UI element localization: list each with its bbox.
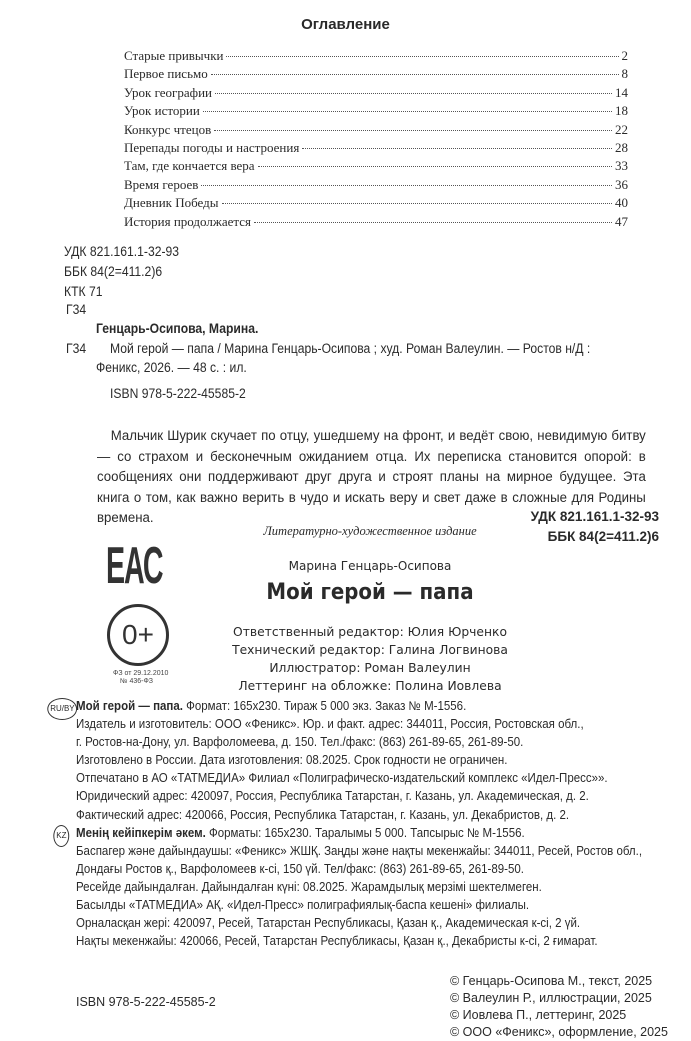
edition-type: Литературно-художественное издание <box>263 524 477 538</box>
age-rating-badge: 0+ <box>107 604 169 666</box>
ru-imprint-line: Отпечатано в АО «ТАТМЕДИА» Филиал «Полиграфическо-издательский комплекс «Идел-Пресс»». <box>76 771 608 786</box>
leader-dots <box>302 148 612 149</box>
toc-item-label: Первое письмо <box>124 66 208 82</box>
kz-badge: KZ <box>53 825 69 847</box>
credit-illustrator: Иллюстратор: Роман Валеулин <box>269 661 471 675</box>
toc-item-page: 8 <box>621 66 628 82</box>
toc-item-label: История продолжается <box>124 213 251 229</box>
leader-dots <box>203 111 612 112</box>
toc-item-label: Урок географии <box>124 84 212 100</box>
toc-item-page: 18 <box>615 103 628 119</box>
toc-item-page: 22 <box>615 121 628 137</box>
ru-by-badge: RU/BY <box>47 698 77 720</box>
toc-item <box>124 195 628 213</box>
footer-isbn: ISBN 978-5-222-45585-2 <box>76 995 216 1009</box>
toc-item-label: Время героев <box>124 176 199 192</box>
toc-item-label: Урок истории <box>124 103 200 119</box>
leader-dots <box>214 130 612 131</box>
leader-dots <box>254 222 612 223</box>
author-mark-2: Г34 <box>66 341 87 356</box>
toc-item <box>124 103 628 121</box>
table-of-contents <box>124 48 628 232</box>
leader-dots <box>211 74 619 75</box>
toc-item-page: 14 <box>615 84 628 100</box>
toc-item-label: Старые привычки <box>124 48 224 63</box>
kz-imprint-line: Нақты мекенжайы: 420066, Ресей, Татарстан Республикасы, Қазан қ., Декабристы к-сі, 2 ғимарат. <box>76 934 598 949</box>
credit-lettering: Леттеринг на обложке: Полина Иовлева <box>238 679 502 693</box>
toc-item-label: Дневник Победы <box>124 195 219 211</box>
imprint <box>50 697 691 950</box>
leader-dots <box>201 185 612 186</box>
ru-imprint-line: Изготовлено в России. Дата изготовления: 08.2025. Срок годности не ограничен. <box>76 753 508 768</box>
leader-dots <box>222 203 613 204</box>
kz-imprint-line: Дондағы Ростов қ., Варфоломеев к-сі, 150 үй. Тел/факс: (863) 261-89-65, 261-89-50. <box>76 861 524 876</box>
toc-item-page: 28 <box>615 139 628 155</box>
kz-imprint-line: Баспагер және дайындаушы: «Феникс» ЖШҚ. Заңды және нақты мекенжайы: 344011, Ресей, Ростов обл., <box>76 843 643 858</box>
toc-item-page: 2 <box>621 48 628 63</box>
leader-dots <box>258 166 612 167</box>
kz-imprint-line: Ресейде дайындалған. Дайындалған күні: 08.2025. Жарамдылық мерзімі шектелмеген. <box>76 879 542 894</box>
ru-imprint-line: Юридический адрес: 420097, Россия, Республика Татарстан, г. Казань, ул. Академическая, д. 2. <box>76 789 589 804</box>
ktk-code: КТК 71 <box>64 284 103 299</box>
toc-item <box>124 122 628 140</box>
ru-imprint-line: г. Ростов-на-Дону, ул. Варфоломеева, д. 150. Тел./факс: (863) 261-89-65, 261-89-50. <box>76 735 524 750</box>
toc-item-label: Там, где кончается вера <box>124 158 255 174</box>
toc-title: Оглавление <box>301 16 390 33</box>
ru-format: Формат: 165х230. Тираж 5 000 экз. Заказ № М-1556. <box>182 699 467 713</box>
author-heading: Генцарь-Осипова, Марина. <box>96 321 259 336</box>
kz-format: Форматы: 165х230. Таралымы 5 000. Тапсырыс № М-1556. <box>205 825 525 840</box>
copyright-line: © Иовлева П., леттеринг, 2025 <box>450 1008 627 1022</box>
law-ref-2: № 436-ФЗ <box>120 678 154 685</box>
toc-item <box>124 140 628 158</box>
toc-item-page: 33 <box>615 158 628 174</box>
law-ref-1: ФЗ от 29.12.2010 <box>113 670 169 677</box>
toc-item <box>124 177 628 195</box>
isbn: ISBN 978-5-222-45585-2 <box>110 386 246 401</box>
bbk-right: ББК 84(2=411.2)6 <box>547 529 659 544</box>
copyright-line: © Валеулин Р., иллюстрации, 2025 <box>450 991 652 1005</box>
toc-item <box>124 214 628 232</box>
edition-author: Марина Генцарь-Осипова <box>288 559 452 573</box>
bib-line-2: Феникс, 2026. — 48 с. : ил. <box>96 360 247 375</box>
toc-item <box>124 66 628 84</box>
toc-item-page: 40 <box>615 195 628 211</box>
ru-imprint-line: Издатель и изготовитель: ООО «Феникс». Юр. и факт. адрес: 344011, Россия, Ростовская обл., <box>76 717 584 732</box>
toc-item <box>124 48 628 66</box>
copyright-line: © Генцарь-Осипова М., текст, 2025 <box>450 974 653 988</box>
leader-dots <box>226 56 618 57</box>
credit-tech-editor: Технический редактор: Галина Логвинова <box>232 643 508 657</box>
toc-item-page: 36 <box>615 176 628 192</box>
copyrights <box>450 973 668 1041</box>
leader-dots <box>215 93 612 94</box>
edition-credits <box>230 623 510 695</box>
kz-imprint-line: Орналасқан жері: 420097, Ресей, Татарстан Республикасы, Қазан қ., Академическая к-сі, 2 үй. <box>76 916 581 931</box>
kz-imprint-line: Басылды «ТАТМЕДИА» АҚ. «Идел-Пресс» полиграфиялық-баспа кешені» филиалы. <box>76 898 530 913</box>
annotation: Мальчик Шурик скучает по отцу, ушедшему на фронт, и ведёт свою, невидимую битву — со страхом и бесконечным ожиданием отца. Их переписка становится опорой: в сообщениях они поддерживают друг друга и строят планы на мирное будущее. Эта книга о том, как важно верить в чудо и искать веру и свет даже в сложные для Родины времена. <box>97 428 646 525</box>
ru-title: Мой герой — папа. <box>76 699 183 713</box>
credit-editor: Ответственный редактор: Юлия Юрченко <box>233 625 507 639</box>
bib-line-1: Мой герой — папа / Марина Генцарь-Осипова ; худ. Роман Валеулин. — Ростов н/Д : <box>110 341 591 356</box>
copyright-line: © ООО «Феникс», оформление, 2025 <box>450 1025 668 1039</box>
udk-code: УДК 821.161.1-32-93 <box>64 244 180 259</box>
udk-right: УДК 821.161.1-32-93 <box>530 509 659 524</box>
toc-item-label: Перепады погоды и настроения <box>124 139 300 155</box>
bbk-code: ББК 84(2=411.2)6 <box>64 264 163 279</box>
toc-item <box>124 85 628 103</box>
eac-mark: ЕАС <box>106 537 163 595</box>
kz-title: Менің кейіпкерім әкем. <box>76 825 206 840</box>
ru-imprint-line: Фактический адрес: 420066, Россия, Республика Татарстан, г. Казань, ул. Декабристов, д. 2. <box>76 807 570 822</box>
toc-item <box>124 158 628 176</box>
edition-title: Мой герой — папа <box>266 580 474 605</box>
toc-item-page: 47 <box>615 213 628 229</box>
toc-item-label: Конкурс чтецов <box>124 121 212 137</box>
author-mark: Г34 <box>66 302 87 317</box>
